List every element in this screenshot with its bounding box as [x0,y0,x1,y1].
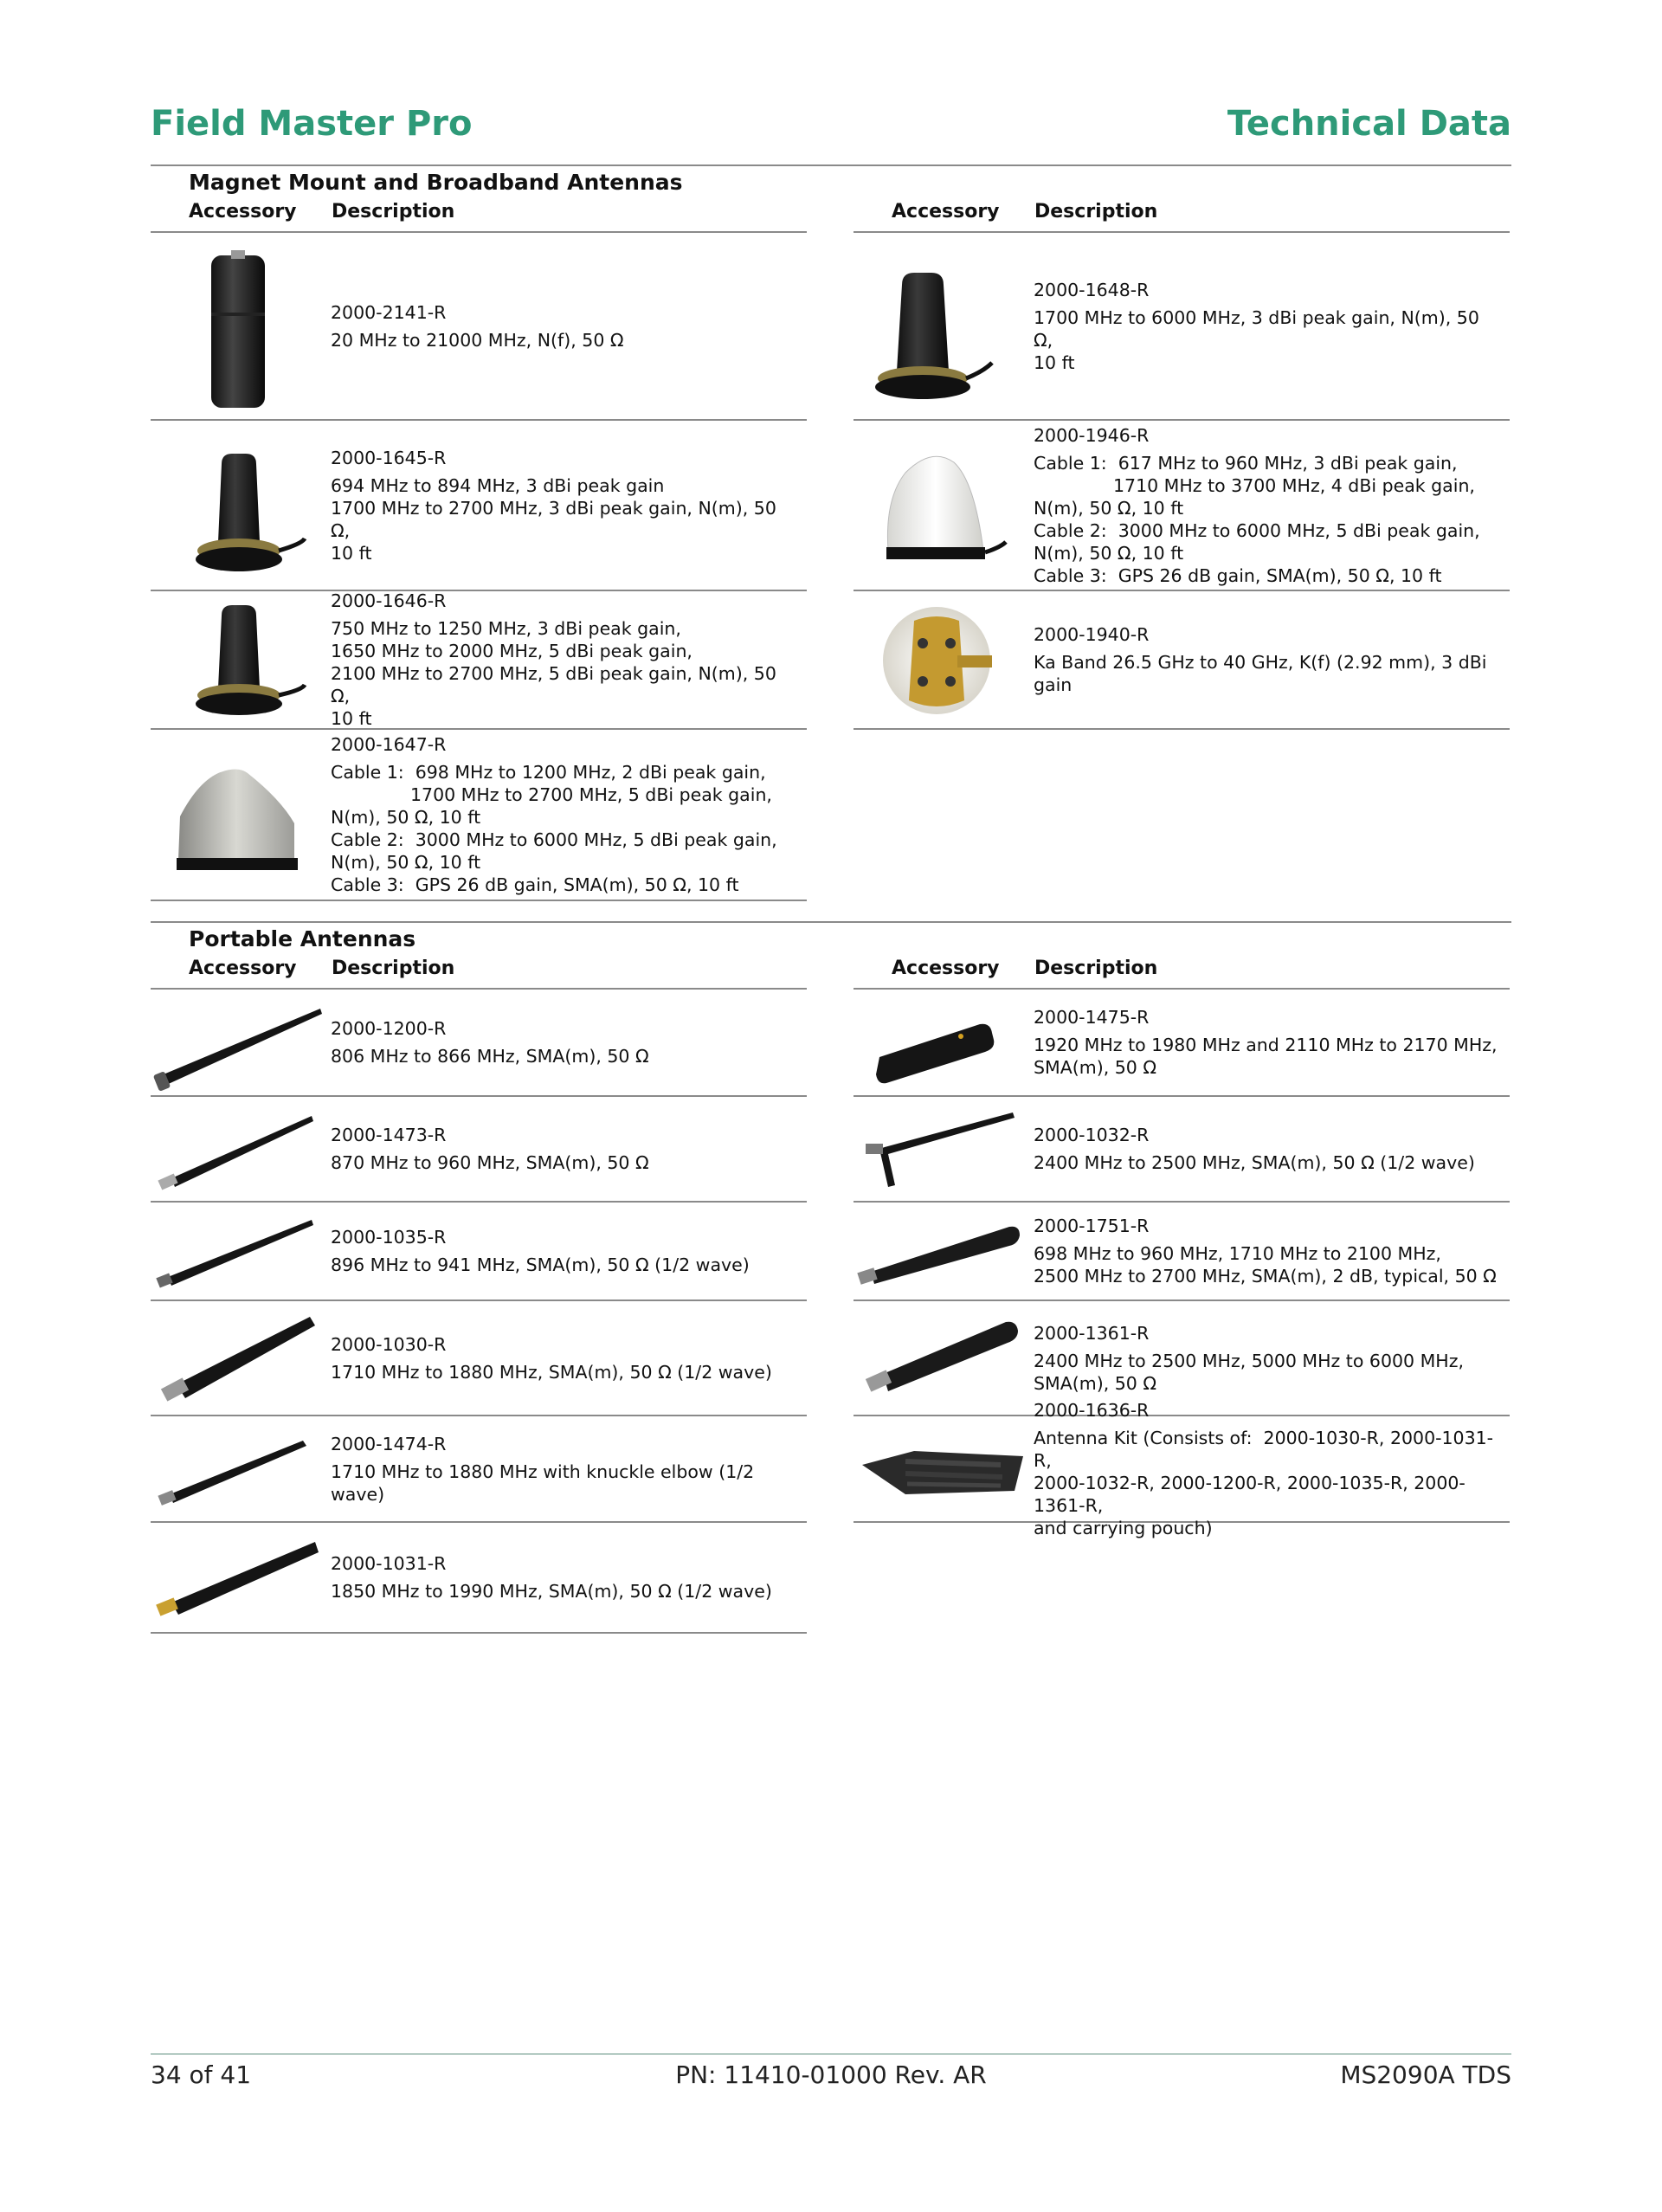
spec-line: gain [1034,674,1073,695]
accessory-row [151,1301,807,1416]
spec-line: 10 ft [1034,351,1075,373]
spec-line: N(m), 50 Ω, 10 ft [1034,497,1184,519]
col-description-left: Description [332,958,455,979]
antenna-image [854,1301,1035,1415]
antenna-image [854,1097,1035,1201]
spec-line: 2000-1032-R, 2000-1200-R, 2000-1035-R, 2000-1361-R, [1034,1472,1466,1516]
antenna-image [854,233,1035,419]
spec-line: 1650 MHz to 2000 MHz, 5 dBi peak gain, [331,641,692,661]
col-accessory-left: Accessory [189,958,297,979]
col-description-right: Description [1034,201,1158,222]
spec-line: 2100 MHz to 2700 MHz, 5 dBi peak gain, N(m), 50 Ω, [331,663,783,706]
accessory-row [854,1097,1510,1203]
accessory-description [331,1203,798,1299]
spec-line: N(m), 50 Ω, 10 ft [331,807,481,828]
accessory-row [854,591,1510,730]
part-number: 2000-1636-R [1034,1399,1150,1421]
spec-line: Cable 3: GPS 26 dB gain, SMA(m), 50 Ω, 10 ft [331,874,739,895]
accessory-description [1034,1301,1501,1415]
spec-line: 870 MHz to 960 MHz, SMA(m), 50 Ω [331,1152,649,1173]
accessory-row [151,990,807,1097]
spec-line: 2400 MHz to 2500 MHz, 5000 MHz to 6000 MHz, [1034,1350,1464,1371]
accessory-row [854,233,1510,421]
antenna-image [854,591,1035,728]
spec-line: 20 MHz to 21000 MHz, N(f), 50 Ω [331,329,624,351]
spec-line: 698 MHz to 960 MHz, 1710 MHz to 2100 MHz, [1034,1243,1441,1264]
part-number: 2000-1647-R [331,734,447,755]
part-number: 2000-1035-R [331,1227,447,1248]
part-number: 2000-1030-R [331,1333,447,1355]
spec-line: 1710 MHz to 3700 MHz, 4 dBi peak gain, [1113,474,1475,496]
accessory-description [1034,233,1501,419]
header-rule [151,164,1511,166]
part-number: 2000-1940-R [1034,624,1150,645]
accessory-row [854,1399,1510,1538]
col-accessory-right: Accessory [892,958,1000,979]
accessory-description [1034,1399,1501,1538]
spec-line: 806 MHz to 866 MHz, SMA(m), 50 Ω [331,1046,649,1067]
part-number: 2000-1645-R [331,447,447,468]
accessory-row [151,1203,807,1301]
antenna-image [151,990,332,1095]
spec-line: 1700 MHz to 2700 MHz, 5 dBi peak gain, [410,784,772,805]
document-id: MS2090A TDS [1340,2060,1511,2089]
col-description-left: Description [332,201,455,222]
part-number: 2000-1200-R [331,1018,447,1039]
spec-line: and carrying pouch) [1034,1517,1213,1538]
part-number: 2000-1474-R [331,1433,447,1454]
accessory-description [331,1301,798,1415]
antenna-image [151,1523,332,1632]
accessory-description [1034,591,1501,728]
part-number: 2000-1475-R [1034,1007,1150,1028]
spec-line: 10 ft [331,542,372,564]
antenna-image [151,1203,332,1299]
spec-line: Cable 2: 3000 MHz to 6000 MHz, 5 dBi peak gain, [331,829,777,850]
spec-line: Cable 1: 617 MHz to 960 MHz, 3 dBi peak gain, [1034,452,1458,474]
spec-line: Cable 3: GPS 26 dB gain, SMA(m), 50 Ω, 10 ft [1034,564,1442,586]
antenna-image [151,233,332,419]
spec-line: N(m), 50 Ω, 10 ft [1034,542,1184,564]
spec-line: 1850 MHz to 1990 MHz, SMA(m), 50 Ω (1/2 wave) [331,1581,772,1602]
antenna-image [151,1416,332,1521]
spec-line: Ka Band 26.5 GHz to 40 GHz, K(f) (2.92 mm), 3 dBi [1034,652,1487,673]
antenna-image [854,990,1035,1095]
spec-line: 1700 MHz to 6000 MHz, 3 dBi peak gain, N(m), 50 Ω, [1034,306,1485,351]
spec-line: SMA(m), 50 Ω [1034,1057,1156,1078]
col-accessory-right: Accessory [892,201,1000,222]
spec-line: 1920 MHz to 1980 MHz and 2110 MHz to 2170 MHz, [1034,1035,1498,1055]
accessory-description [1034,1203,1501,1299]
part-number: 2000-1473-R [331,1125,447,1145]
col-accessory-left: Accessory [189,201,297,222]
antenna-image [151,421,332,590]
accessory-description [331,1416,798,1521]
accessory-description [331,233,798,419]
spec-line: 896 MHz to 941 MHz, SMA(m), 50 Ω (1/2 wave) [331,1254,750,1275]
spec-line: 1710 MHz to 1880 MHz with knuckle elbow (1/2 wave) [331,1461,760,1505]
antenna-image [151,730,332,900]
document-title: Field Master Pro [151,104,473,144]
spec-line: 2500 MHz to 2700 MHz, SMA(m), 2 dB, typical, 50 Ω [1034,1266,1497,1287]
accessory-row [151,730,807,901]
part-number-footer: PN: 11410-01000 Rev. AR [675,2060,987,2089]
spec-line: 750 MHz to 1250 MHz, 3 dBi peak gain, [331,618,681,639]
accessory-row [854,1203,1510,1301]
accessory-row [854,990,1510,1097]
accessory-description [331,1523,798,1632]
accessory-row [151,1097,807,1203]
section-heading: Technical Data [1227,104,1511,144]
accessory-row [151,233,807,421]
antenna-image [151,591,332,728]
accessory-description [331,421,798,590]
portable-top-rule [151,921,1511,923]
part-number: 2000-1031-R [331,1553,447,1574]
accessory-description [331,990,798,1095]
accessory-description [1034,1097,1501,1201]
accessory-description [331,591,798,728]
spec-line: 2400 MHz to 2500 MHz, SMA(m), 50 Ω (1/2 wave) [1034,1152,1475,1173]
part-number: 2000-1361-R [1034,1322,1150,1344]
magnet-section-title: Magnet Mount and Broadband Antennas [189,170,683,195]
antenna-image [854,1203,1035,1299]
antenna-image [151,1097,332,1201]
accessory-description [331,730,798,900]
spec-line: 694 MHz to 894 MHz, 3 dBi peak gain [331,474,665,496]
spec-line: SMA(m), 50 Ω [1034,1372,1156,1394]
accessory-description [331,1097,798,1201]
antenna-image [854,1416,1035,1521]
spec-line: 1700 MHz to 2700 MHz, 3 dBi peak gain, N(m), 50 Ω, [331,497,783,541]
part-number: 2000-1032-R [1034,1125,1150,1145]
spec-line: 10 ft [331,708,372,729]
spec-line: Cable 1: 698 MHz to 1200 MHz, 2 dBi peak gain, [331,762,766,783]
accessory-description [1034,421,1501,590]
antenna-image [151,1301,332,1415]
accessory-row [854,421,1510,591]
spec-line: Cable 2: 3000 MHz to 6000 MHz, 5 dBi peak gain, [1034,519,1480,541]
part-number: 2000-1751-R [1034,1216,1150,1236]
accessory-row [151,1416,807,1523]
part-number: 2000-1946-R [1034,424,1150,446]
spec-line: N(m), 50 Ω, 10 ft [331,852,481,873]
accessory-row [151,1523,807,1634]
col-description-right: Description [1034,958,1158,979]
accessory-row [151,421,807,591]
spec-line: 1710 MHz to 1880 MHz, SMA(m), 50 Ω (1/2 wave) [331,1361,772,1383]
part-number: 2000-2141-R [331,301,447,323]
part-number: 2000-1648-R [1034,279,1150,300]
portable-section-title: Portable Antennas [189,926,416,951]
part-number: 2000-1646-R [331,590,447,611]
page-number: 34 of 41 [151,2060,252,2089]
antenna-image [854,421,1035,590]
accessory-description [1034,990,1501,1095]
accessory-row [151,591,807,730]
spec-line: Antenna Kit (Consists of: 2000-1030-R, 2000-1031-R, [1034,1427,1494,1471]
